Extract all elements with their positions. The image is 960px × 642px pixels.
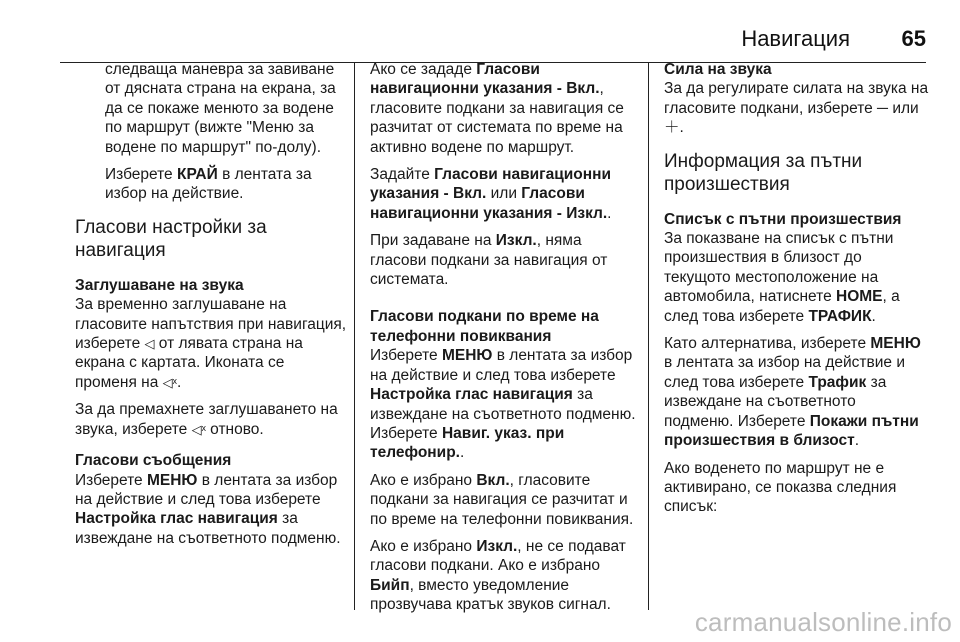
subheading-volume: Сила на звука bbox=[664, 61, 772, 78]
paragraph: Ако се зададе Гласови навигационни указания - Вкл., гласовите подкани за навигация се разчитат от системата по време на активно водене по маршрут. bbox=[370, 61, 624, 156]
paragraph: При задаване на Изкл., няма гласови подкани за навигация от системата. bbox=[370, 232, 608, 289]
speaker-muted-icon: ◁ˣ bbox=[191, 421, 206, 437]
subheading-incident-list: Списък с пътни произшествия bbox=[664, 210, 902, 228]
paragraph: Ако е избрано Изкл., не се подават гласови подкани. Ако е избрано Бийп, вместо уведомление прозвучава кратък звуков сигнал. bbox=[370, 537, 626, 614]
intro-paragraph: следваща маневра за завиване от дясната страна на екрана, за да се покаже менюто за водене по маршрут (вижте "Меню за водене по маршрут" по-долу). bbox=[105, 61, 336, 156]
intro-paragraph-2: Изберете КРАЙ в лентата за избор на действие. bbox=[105, 166, 312, 203]
column-divider bbox=[648, 62, 649, 610]
paragraph: Ако е избрано Вкл., гласовите подкани за навигация се разчитат и по време на телефонни повиквания. bbox=[370, 471, 634, 528]
page-header bbox=[60, 22, 926, 62]
speaker-icon: ◁ bbox=[144, 336, 155, 352]
section-title: Информация за пътни произшествия bbox=[664, 150, 863, 195]
messages-paragraph: Изберете МЕНЮ в лентата за избор на действие и след това изберете Настройка глас навигация за извеждане на съответното подменю. bbox=[75, 471, 341, 547]
watermark: carmanualsonline.info bbox=[694, 607, 952, 637]
column-3 bbox=[664, 60, 929, 525]
paragraph: Задайте Гласови навигационни указания - Вкл. или Гласови навигационни указания - Изкл.. bbox=[370, 166, 612, 222]
column-2 bbox=[370, 60, 638, 623]
speaker-muted-icon: ◁ˣ bbox=[162, 374, 177, 390]
paragraph: Изберете МЕНЮ в лентата за избор на действие и след това изберете Настройка глас навигация за извеждане на съответното подменю. Изберете Навиг. указ. при телефонир.. bbox=[370, 347, 636, 462]
mute-paragraph: За временно заглушаване на гласовите напътствия при навигация, изберете ◁ от лявата страна на екрана с картата. Иконата се променя на ◁ˣ. bbox=[75, 296, 347, 391]
subheading-mute: Заглушаване на звука bbox=[75, 276, 244, 294]
column-1 bbox=[75, 60, 347, 556]
paragraph: За показване на списък с пътни произшествия в близост до текущото местоположение на автомобила, натиснете HOME, а след това изберете ТРАФИК. bbox=[664, 230, 900, 325]
section-title: Гласови настройки за навигация bbox=[75, 216, 267, 261]
volume-paragraph: За да регулирате силата на звука на гласовите подкани, изберете ─ или ＋. bbox=[664, 80, 929, 137]
page-title: Навигация bbox=[741, 26, 850, 51]
paragraph: Ако воденето по маршрут не е активирано, се показва следния списък: bbox=[664, 459, 897, 516]
column-divider bbox=[354, 62, 355, 610]
subheading-calls: Гласови подкани по време на телефонни повиквания bbox=[370, 308, 599, 345]
paragraph: Като алтернатива, изберете МЕНЮ в лентата за избор на действие и след това изберете Трафик за извеждане на съответното подменю. Изберете Покажи пътни произшествия в близост. bbox=[664, 335, 921, 450]
page-number: 65 bbox=[901, 26, 926, 51]
subheading-messages: Гласови съобщения bbox=[75, 452, 232, 470]
unmute-paragraph: За да премахнете заглушаването на звука, изберете ◁ˣ отново. bbox=[75, 401, 338, 438]
